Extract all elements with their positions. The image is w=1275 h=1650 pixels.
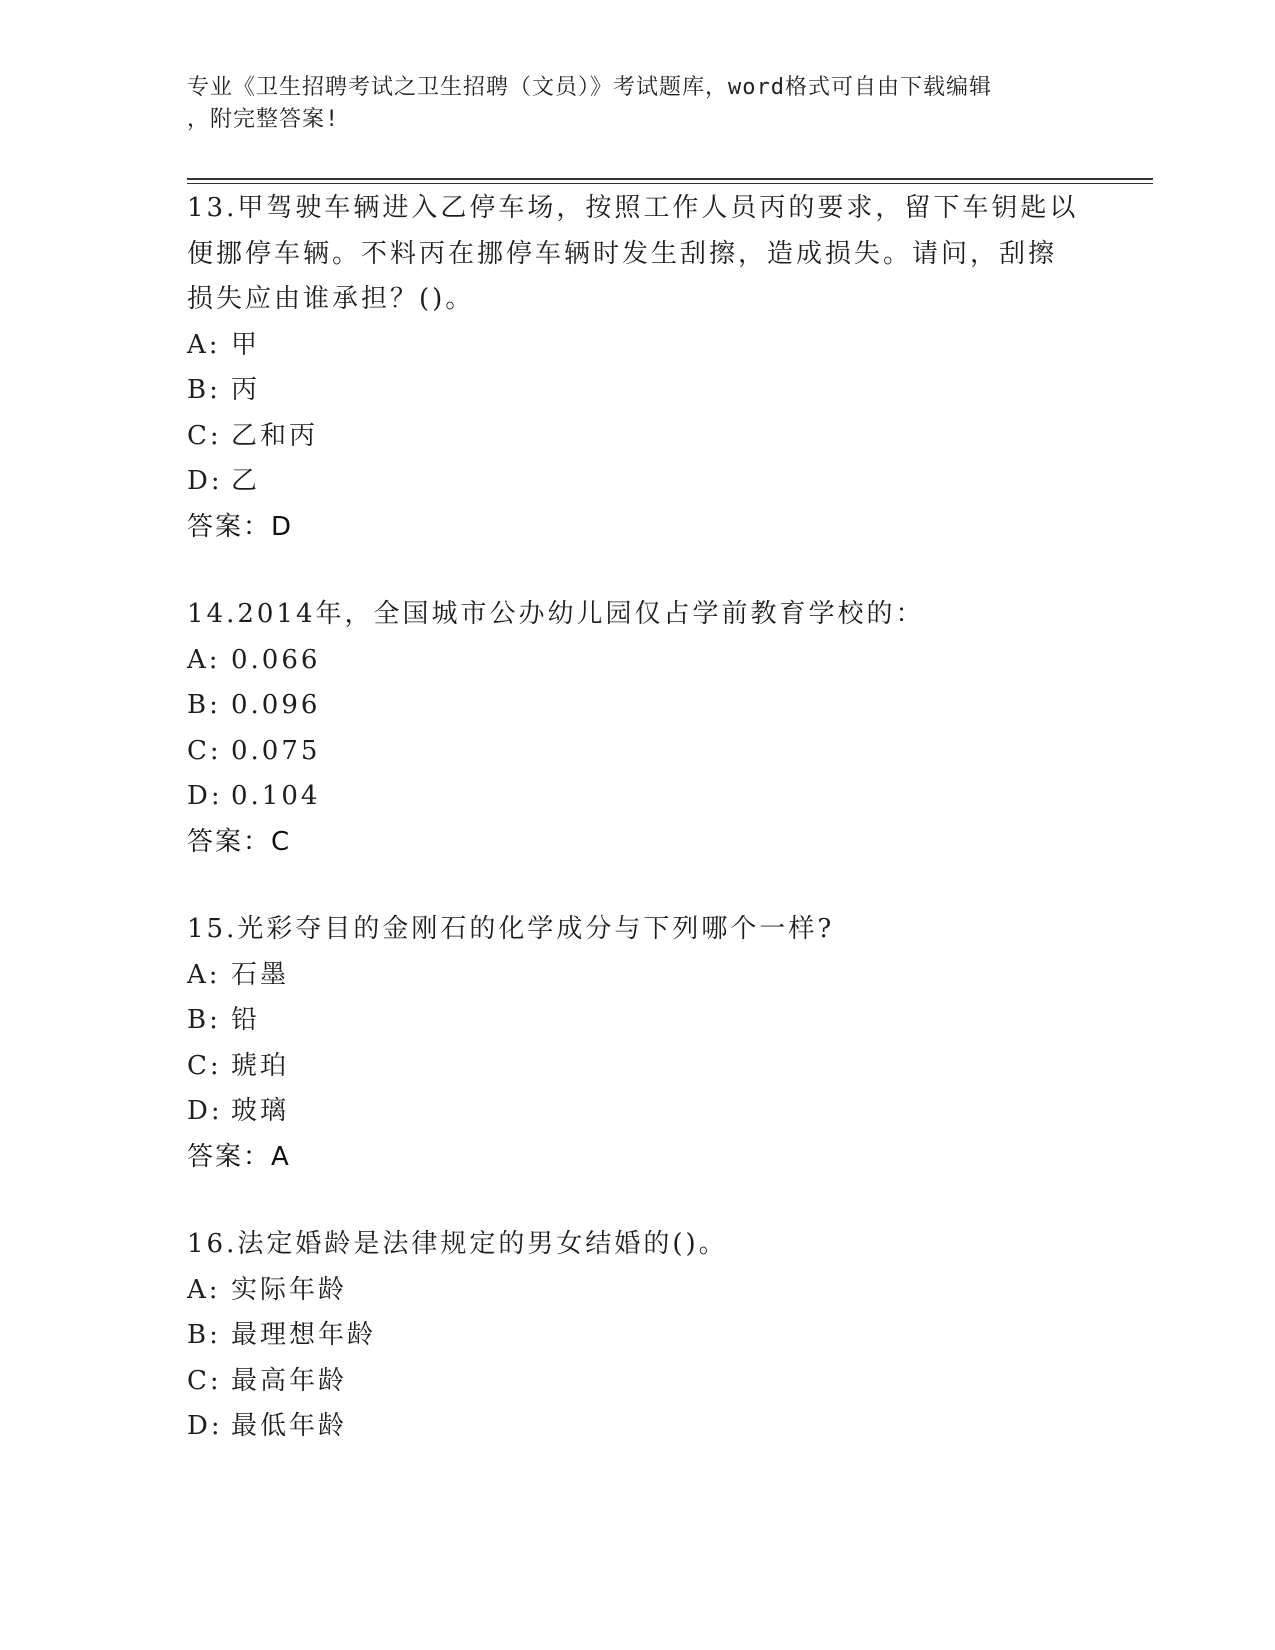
document-header <box>187 72 1087 136</box>
option-d <box>187 774 1087 820</box>
option-letter: D: <box>187 466 223 496</box>
header-divider-thick <box>187 178 1153 180</box>
option-text: 乙和丙 <box>231 420 319 451</box>
option-letter: C: <box>187 420 222 451</box>
option-letter: B: <box>187 375 221 405</box>
option-c <box>187 729 1087 775</box>
question-16 <box>187 1222 1087 1450</box>
option-b <box>187 368 1087 414</box>
option-d <box>187 459 1087 505</box>
header-divider-thin <box>187 183 1153 184</box>
option-text: 实际年龄 <box>231 1274 348 1305</box>
option-b <box>187 998 1087 1044</box>
option-text: 玻璃 <box>231 1096 290 1126</box>
option-a <box>187 323 1087 369</box>
option-letter: C: <box>187 1365 222 1396</box>
question-text: 14.2014年，全国城市公办幼儿园仅占学前教育学校的： <box>187 599 925 629</box>
question-13 <box>187 186 1087 550</box>
option-b <box>187 1313 1087 1359</box>
option-c <box>187 1359 1087 1405</box>
answer-label: 答案：C <box>187 826 292 857</box>
option-letter: A: <box>187 644 221 675</box>
option-letter: D: <box>187 1096 223 1126</box>
option-letter: D: <box>187 781 223 811</box>
question-text: 13.甲驾驶车辆进入乙停车场，按照工作人员丙的要求，留下车钥匙以 <box>187 193 1079 223</box>
option-letter: B: <box>187 1320 221 1350</box>
option-text: 最低年龄 <box>231 1411 348 1441</box>
question-14 <box>187 592 1087 865</box>
option-c <box>187 414 1087 460</box>
option-text: 琥珀 <box>231 1050 290 1081</box>
question-list <box>187 186 1087 1492</box>
option-letter: A: <box>187 329 221 360</box>
option-d <box>187 1404 1087 1450</box>
option-text: 0.075 <box>231 735 321 766</box>
option-text: 0.104 <box>231 781 321 811</box>
answer-label: 答案：D <box>187 511 294 542</box>
option-d <box>187 1089 1087 1135</box>
option-letter: B: <box>187 690 221 720</box>
option-b <box>187 683 1087 729</box>
option-letter: D: <box>187 1411 223 1441</box>
header-line-2: ，附完整答案! <box>187 107 340 132</box>
option-letter: B: <box>187 1005 221 1035</box>
option-text: 甲 <box>231 329 261 360</box>
option-text: 石墨 <box>231 959 290 990</box>
question-15 <box>187 907 1087 1180</box>
option-c <box>187 1044 1087 1090</box>
header-line-1: 专业《卫生招聘考试之卫生招聘（文员）》考试题库，word格式可自由下载编辑 <box>187 75 992 100</box>
option-letter: A: <box>187 1274 221 1305</box>
option-text: 最高年龄 <box>231 1365 348 1396</box>
option-a <box>187 638 1087 684</box>
option-text: 0.066 <box>231 644 321 675</box>
option-a <box>187 1268 1087 1314</box>
option-letter: A: <box>187 959 221 990</box>
question-text: 15.光彩夺目的金刚石的化学成分与下列哪个一样? <box>187 914 835 944</box>
answer-label: 答案：A <box>187 1141 291 1172</box>
option-text: 丙 <box>231 375 261 405</box>
option-a <box>187 953 1087 999</box>
question-text: 16.法定婚龄是法律规定的男女结婚的()。 <box>187 1229 728 1259</box>
option-letter: C: <box>187 1050 222 1081</box>
option-text: 0.096 <box>231 690 321 720</box>
question-text: 损失应由谁承担？()。 <box>187 284 475 314</box>
question-text: 便挪停车辆。不料丙在挪停车辆时发生刮擦，造成损失。请问，刮擦 <box>187 238 1058 269</box>
option-text: 乙 <box>231 466 261 496</box>
option-text: 最理想年龄 <box>231 1320 377 1350</box>
option-text: 铅 <box>231 1005 261 1035</box>
option-letter: C: <box>187 735 222 766</box>
